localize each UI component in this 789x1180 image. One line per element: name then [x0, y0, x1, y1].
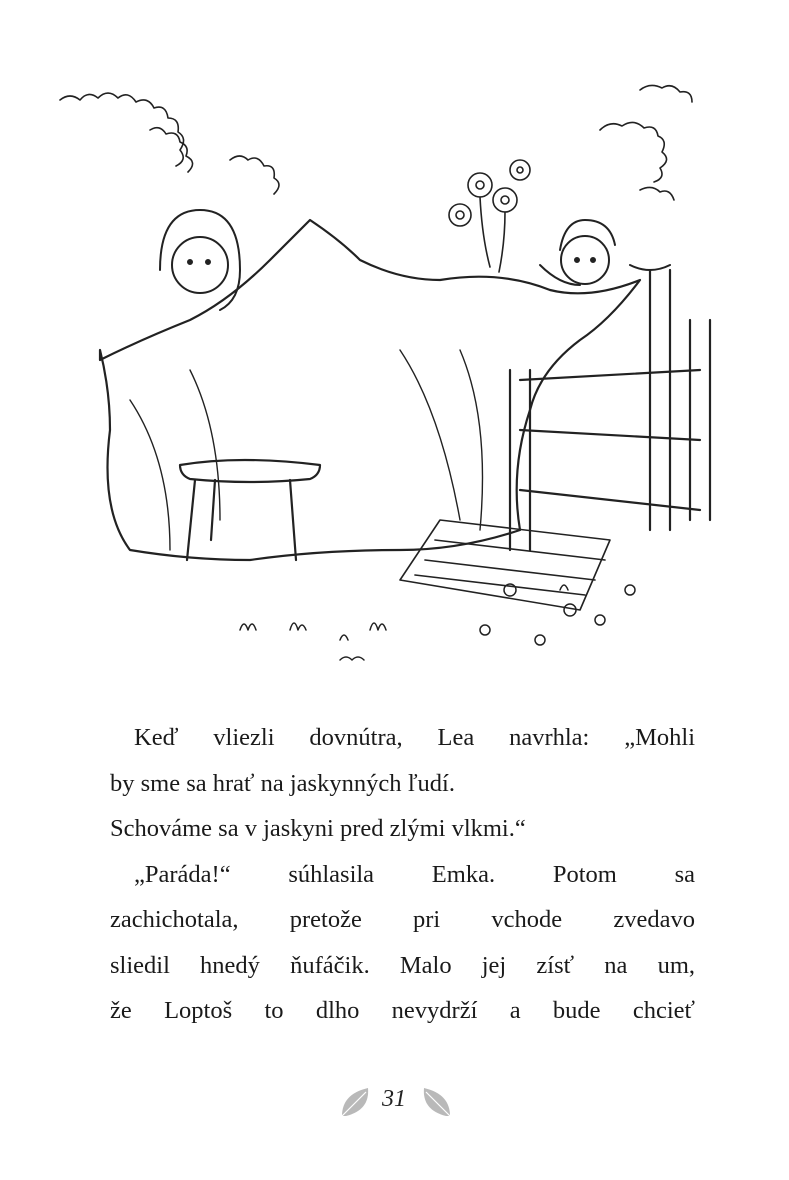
- leaf-left-icon: [338, 1084, 374, 1120]
- text-line-2: by sme sa hrať na jaskynných ľudí.: [110, 769, 455, 797]
- stool: [180, 460, 320, 560]
- text-line-6: sliedil hnedý ňufáčik. Malo jej zísť na um,: [110, 951, 695, 979]
- bush-foliage: [60, 85, 692, 200]
- grass: [240, 584, 635, 660]
- rug: [400, 520, 610, 610]
- text-line-1: Keď vliezli dovnútra, Lea navrhla: „Mohli: [134, 724, 695, 751]
- girl-left: [160, 210, 240, 310]
- text-line-7: že Loptoš to dlho nevydrží a bude chcieť: [110, 997, 695, 1024]
- text-line-5: zachichotala, pretože pri vchode zvedavo: [110, 906, 695, 933]
- story-paragraph: [110, 715, 695, 1034]
- text-line-4: „Paráda!“ súhlasila Emka. Potom sa: [134, 860, 695, 888]
- blanket: [100, 220, 640, 560]
- leaf-right-icon: [418, 1084, 454, 1120]
- flowers: [449, 160, 530, 272]
- page-footer: [0, 1078, 789, 1128]
- page-number: 31: [382, 1086, 406, 1112]
- chair: [510, 270, 710, 550]
- blanket-fort-illustration: [40, 70, 760, 680]
- text-line-3: Schováme sa v jaskyni pred zlými vlkmi.“: [110, 815, 526, 842]
